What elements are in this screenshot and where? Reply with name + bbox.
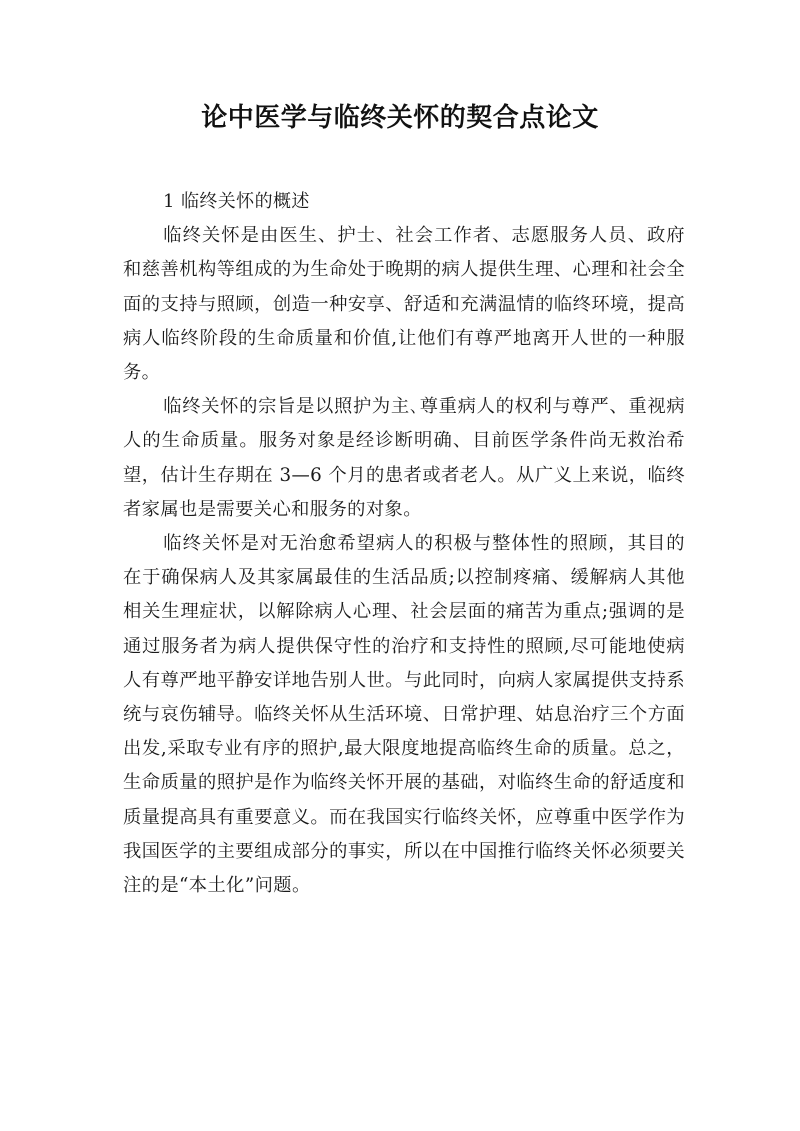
document-title: 论中医学与临终关怀的契合点论文 <box>201 103 599 133</box>
section-heading: 1 临终关怀的概述 <box>163 191 310 212</box>
document-body <box>123 185 685 903</box>
paragraph-2: 临终关怀的宗旨是以照护为主､尊重病人的权利与尊严、重视病人的生命质量。服务对象是经诊断明确、目前医学条件尚无救治希望，估计生存期在 3—6 个月的患者或者老人。从广义上来说，临终者家属也是需要关心和服务的对象。 <box>123 396 685 520</box>
paragraph-3: 临终关怀是对无治愈希望病人的积极与整体性的照顾，其目的在于确保病人及其家属最佳的生活品质;以控制疼痛、缓解病人其他相关生理症状，以解除病人心理、社会层面的痛苦为重点;强调的是通过服务者为病人提供保守性的治疗和支持性的照顾,尽可能地使病人有尊严地平静安详地告别人世。与此同时，向病人家属提供支持系统与哀伤辅导。临终关怀从生活环境、日常护理、姑息治疗三个方面出发,采取专业有序的照护,最大限度地提高临终生命的质量。总之，生命质量的照护是作为临终关怀开展的基础，对临终生命的舒适度和质量提高具有重要意义。而在我国实行临终关怀，应尊重中医学作为我国医学的主要组成部分的事实，所以在中国推行临终关怀必须要关注的是“本土化”问题。 <box>123 533 685 897</box>
paragraph-1: 临终关怀是由医生、护士、社会工作者、志愿服务人员、政府和慈善机构等组成的为生命处于晚期的病人提供生理、心理和社会全面的支持与照顾，创造一种安享、舒适和充满温情的临终环境，提高病人临终阶段的生命质量和价值,让他们有尊严地离开人世的一种服务。 <box>123 225 685 384</box>
